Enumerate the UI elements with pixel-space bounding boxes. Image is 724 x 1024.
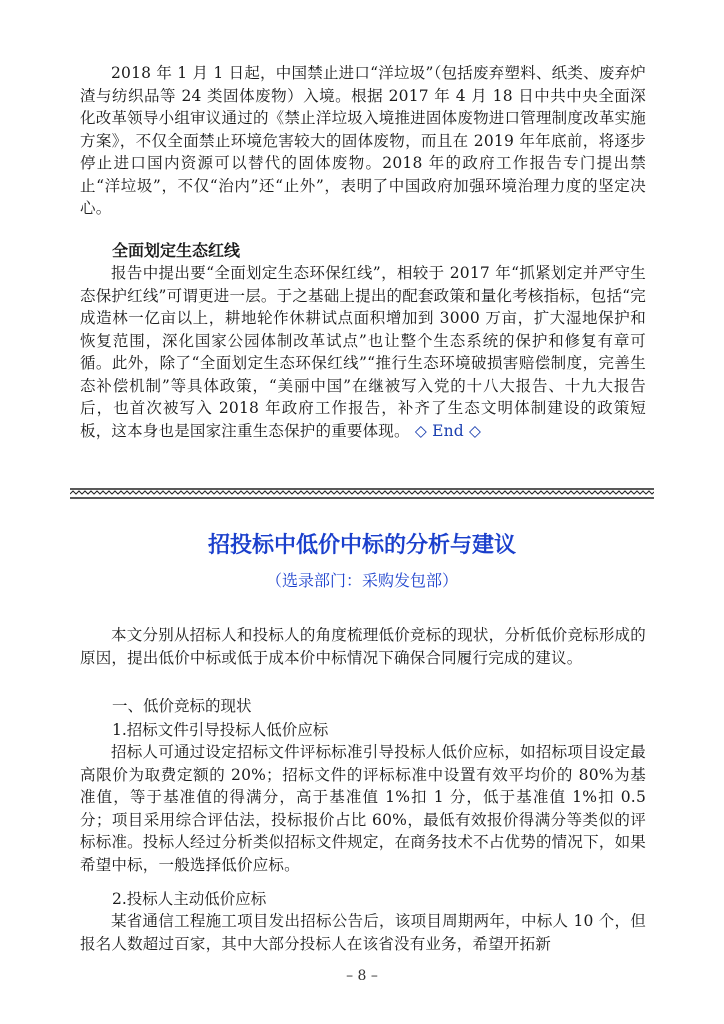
heading-bidder-initiative: 2.投标人主动低价应标 [112,890,267,908]
paragraph-ecological-redline [80,262,646,442]
page-number: – 8 – [346,968,378,984]
section-divider [70,488,654,500]
paragraph-tender-guidance: 招标人可通过设定招标文件评标标准引导投标人低价应标，如招标项目设定最高限价为取费定额的 20%；招标文件的评标标准中设置有效平均价的 80%为基准值，等于基准值的得满分，高于基准值 1%扣 1 分，低于基准值 1%扣 0.5 分；项目采用综合评估法，投标报价占比 60%，最低有效报价得满分等类似的评标标准。投标人经过分析类似招标文件规定，在商务技术不占优势的情况下，如果希望中标，一般选择低价应标。 [80,743,646,874]
article-title: 招投标中低价中标的分析与建议 [207,533,516,558]
paragraph-bidder-initiative: 某省通信工程施工项目发出招标公告后，该项目周期两年，中标人 10 个，但报名人数超过百家，其中大部分投标人在该省没有业务，希望开拓新 [80,912,646,953]
heading-current-situation: 一、低价竞标的现状 [112,697,252,715]
end-mark: ◇ End ◇ [414,421,482,440]
paragraph-ecological-redline-text: 报告中提出要“全面划定生态环保红线”，相较于 2017 年“抓紧划定并严守生态保护红线”可谓更进一层。于之基础上提出的配套政策和量化考核指标，包括“完成造林一亿亩以上，耕地轮作休耕试点面积增加到 3000 万亩，扩大湿地保护和恢复范围，深化国家公园体制改革试点”也让整个生态系统的保护和修复有章可循。此外，除了“全面划定生态环保红线”“推行生态环境破损害赔偿制度，完善生态补偿机制”等具体政策，“美丽中国”在继被写入党的十八大报告、十九大报告后，也首次被写入 2018 年政府工作报告，补齐了生态文明体制建设的政策短板，这本身也是国家注重生态保护的重要体现。 [80,264,646,440]
subheading-ecological-redline: 全面划定生态红线 [112,241,241,260]
article-source: （选录部门：采购发包部） [265,571,458,590]
paragraph-waste-ban: 2018 年 1 月 1 日起，中国禁止进口“洋垃圾”（包括废弃塑料、纸类、废弃炉渣与纺织品等 24 类固体废物）入境。根据 2017 年 4 月 18 日中共中央全面深化改革领导小组审议通过的《禁止洋垃圾入境推进固体废物进口管理制度改革实施方案》，不仅全面禁止环境危害较大的固体废物，而且在 2019 年年底前，将逐步停止进口国内资源可以替代的固体废物。2018 年的政府工作报告专门提出禁止“洋垃圾”，不仅“治内”还“止外”，表明了中国政府加强环境治理力度的坚定决心。 [80,64,646,217]
heading-tender-guidance: 1.招标文件引导投标人低价应标 [112,721,329,739]
article-intro: 本文分别从招标人和投标人的角度梳理低价竞标的现状，分析低价竞标形成的原因，提出低价中标或低于成本价中标情况下确保合同履行完成的建议。 [80,626,646,667]
